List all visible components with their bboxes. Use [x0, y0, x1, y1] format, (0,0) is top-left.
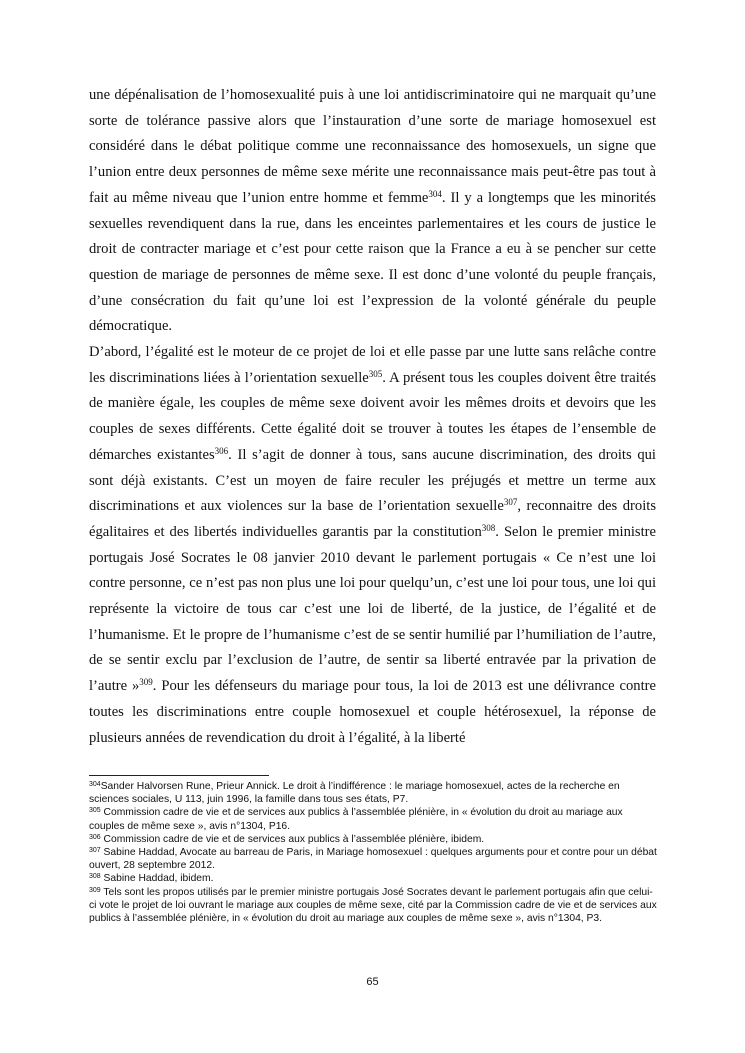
footnote-number: 304 — [89, 781, 101, 788]
footnotes — [89, 780, 659, 925]
footnote-number: 307 — [89, 847, 101, 855]
footnote-ref-304[interactable]: 304 — [428, 188, 442, 199]
text-run: . A présent tous les couples doivent être traités de manière égale, les couples de même sexe doivent avoir les mêmes droits et devoirs que les couples de sexes différents. Cette égalité doit se trouver à toutes les étapes de l’ensemble de démarches existantes — [89, 369, 656, 463]
paragraph — [89, 340, 656, 751]
footnote-number: 306 — [89, 833, 101, 841]
footnote-308 — [89, 872, 659, 885]
main-text — [89, 83, 656, 751]
footnote-305 — [89, 806, 659, 832]
text-run: . Pour les défenseurs du mariage pour tous, la loi de 2013 est une délivrance contre toutes les discriminations entre couple homosexuel et couple hétérosexuel, la réponse de plusieurs années de revendication du droit à l’égalité, à la liberté — [89, 678, 656, 746]
text-run: , reconnaitre des droits égalitaires et des libertés individuelles garantis par la constitution — [89, 498, 657, 540]
footnote-304 — [89, 780, 659, 806]
footnote-ref-309[interactable]: 309 — [139, 677, 153, 688]
footnote-ref-306[interactable]: 306 — [214, 445, 229, 456]
footnote-text: Commission cadre de vie et de services aux publics à l’assemblée plénière, in « évolution du droit au mariage aux couples de même sexe », avis n°1304, P16. — [89, 807, 623, 832]
footnote-ref-308[interactable]: 308 — [481, 522, 496, 533]
footnote-text: Tels sont les propos utilisés par le premier ministre portugais José Socrates devant le parlement portugais afin que celui-ci vote le projet de loi ouvrant le mariage aux couples de même sexe, cité par la Commission cadre de vie et de services aux publics à l’assemblée plénière, in « évolution du droit au mariage aux couples de même sexe », avis n°1304, P3. — [89, 886, 657, 925]
footnote-text: Sabine Haddad, ibidem. — [100, 873, 214, 885]
footnote-309 — [89, 886, 659, 926]
footnote-text: Sander Halvorsen Rune, Prieur Annick. Le droit à l’indifférence : le mariage homosexuel, actes de la recherche en sciences sociales, U 113, juin 1996, la famille dans tous ses états, P7. — [89, 781, 620, 806]
footnote-text: Commission cadre de vie et de services aux publics à l’assemblée plénière, ibidem. — [100, 833, 485, 845]
footnote-ref-305[interactable]: 305 — [368, 368, 383, 379]
text-run: une dépénalisation de l’homosexualité puis à une loi antidiscriminatoire qui ne marquait qu’une sorte de tolérance passive alors que l’instauration d’une sorte de mariage homosexuel est considéré dans le débat politique comme une reconnaissance des homosexuels, un signe que l’union entre deux personnes de même sexe mérite une reconnaissance mais peut-être pas tout à fait au même niveau que l’union entre homme et femme — [89, 87, 656, 206]
text-run: . Il y a longtemps que les minorités sexuelles revendiquent dans la rue, dans les enceintes parlementaires et les cours de justice le droit de contracter mariage et c’est pour cette raison que la France a eu à se pencher sur cette question de mariage de personnes de même sexe. Il est donc d’une volonté du peuple français, d’une consécration du fait qu’une loi est l’expression de la volonté générale du peuple démocratique. — [89, 189, 656, 335]
text-run: D’abord, l’égalité est le moteur de ce projet de loi et elle passe par une lutte sans relâche contre les discriminations liées à l’orientation sexuelle — [89, 344, 656, 386]
footnote-number: 305 — [89, 807, 101, 815]
paragraph — [89, 83, 656, 340]
footnote-306 — [89, 833, 659, 846]
footnote-separator — [89, 775, 269, 776]
footnote-text: Sabine Haddad, Avocate au barreau de Paris, in Mariage homosexuel : quelques arguments pour et contre pour un débat ouvert, 28 septembre 2012. — [89, 847, 657, 872]
footnote-307 — [89, 846, 659, 872]
text-run: . Il s’agit de donner à tous, sans aucune discrimination, des droits qui sont déjà existants. C’est un moyen de faire reculer les préjugés et mettre un terme aux discriminations et aux violences sur la base de l’orientation sexuelle — [89, 446, 656, 515]
footnote-number: 308 — [89, 873, 101, 881]
footnote-ref-307[interactable]: 307 — [503, 497, 518, 508]
text-run: . Selon le premier ministre portugais José Socrates le 08 janvier 2010 devant le parlement portugais « Ce n’est une loi contre personne, ce n’est pas non plus une loi pour quelqu’un, c’est une loi pour tous, une loi qui représente la victoire de tous car c’est une loi de liberté, de la justice, de l’égalité et de l’humanisme. Et le propre de l’humanisme c’est de se sentir humilié par l’humiliation de l’autre, de se sentir exclu par l’exclusion de l’autre, de sentir sa liberté entravée par la privation de l’autre » — [89, 523, 656, 695]
page-number: 65 — [366, 976, 379, 988]
footnote-number: 309 — [89, 886, 101, 894]
